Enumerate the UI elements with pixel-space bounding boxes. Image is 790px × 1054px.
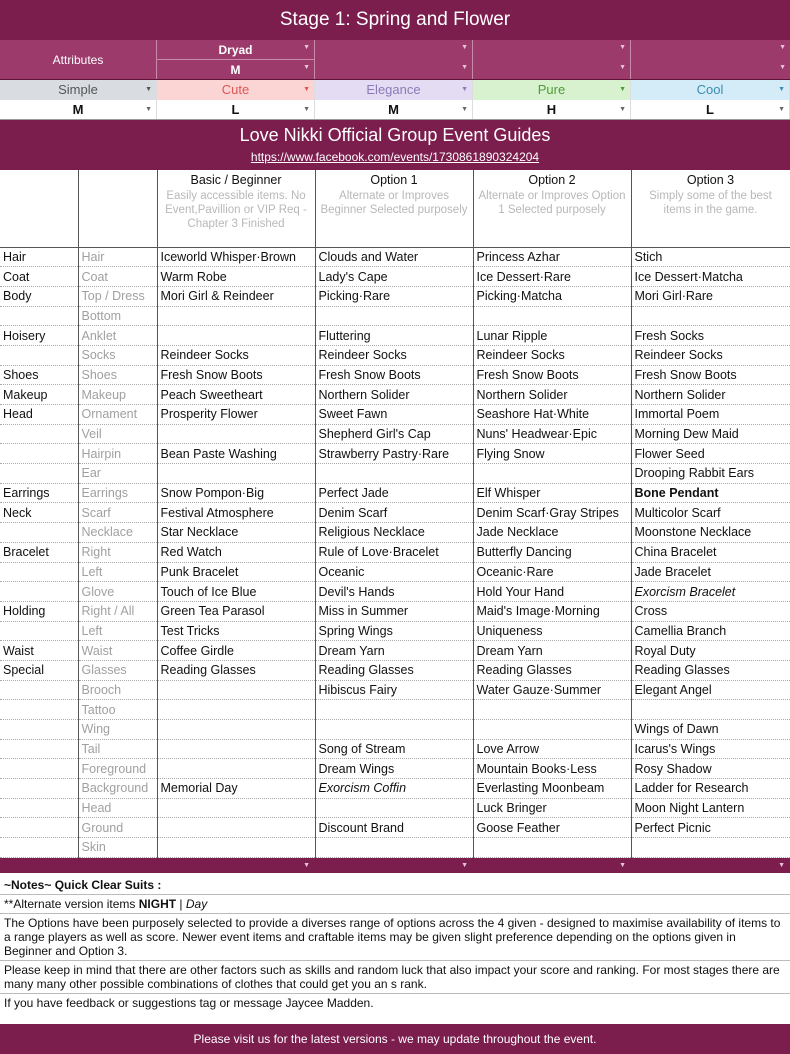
item-cell	[315, 720, 473, 740]
item-cell	[157, 326, 315, 346]
notes-paragraph-3: If you have feedback or suggestions tag or message Jaycee Madden.	[4, 996, 374, 1010]
category-cell	[0, 424, 78, 444]
item-cell: Fluttering	[315, 326, 473, 346]
item-cell: Elf Whisper	[473, 483, 631, 503]
item-cell: Miss in Summer	[315, 601, 473, 621]
slot-cell: Coat	[78, 267, 157, 287]
item-cell: Reading Glasses	[473, 660, 631, 680]
category-cell: Hoisery	[0, 326, 78, 346]
slot-cell: Glasses	[78, 660, 157, 680]
footer-bar-cell	[157, 857, 315, 873]
slot-cell: Background	[78, 779, 157, 799]
dropdown-arrow-icon: ▼	[145, 86, 152, 93]
slot-cell: Top / Dress	[78, 286, 157, 306]
item-cell	[473, 838, 631, 858]
alt-night: NIGHT	[138, 897, 177, 911]
item-cell: Ice Dessert·Rare	[473, 267, 631, 287]
dropdown-arrow-icon: ▼	[303, 64, 310, 71]
item-cell: Red Watch	[157, 542, 315, 562]
attributes-label: Attributes	[0, 40, 157, 79]
dropdown-arrow-icon: ▼	[779, 44, 786, 51]
table-row	[0, 424, 790, 444]
style-label-cool[interactable]: Cool ▼	[631, 80, 790, 100]
item-cell: Jade Necklace	[473, 523, 631, 543]
item-cell	[157, 759, 315, 779]
item-cell: Camellia Branch	[631, 621, 790, 641]
item-cell: Reading Glasses	[631, 660, 790, 680]
slot-cell: Right	[78, 542, 157, 562]
item-cell: Memorial Day	[157, 779, 315, 799]
item-cell: Devil's Hands	[315, 582, 473, 602]
table-row	[0, 405, 790, 425]
footer-banner: Please visit us for the latest versions - we may update throughout the event.	[0, 1024, 790, 1054]
category-cell: Holding	[0, 601, 78, 621]
item-cell: Drooping Rabbit Ears	[631, 464, 790, 484]
empty-dropdown-3[interactable]	[631, 40, 790, 79]
item-cell: Fresh Snow Boots	[473, 365, 631, 385]
table-row	[0, 286, 790, 306]
category-cell	[0, 444, 78, 464]
item-cell: Dream Wings	[315, 759, 473, 779]
item-cell: Test Tricks	[157, 621, 315, 641]
category-cell: Head	[0, 405, 78, 425]
category-cell: Coat	[0, 267, 78, 287]
item-cell: Princess Azhar	[473, 247, 631, 267]
item-cell: Maid's Image·Morning	[473, 601, 631, 621]
dropdown-arrow-icon: ▼	[461, 861, 468, 869]
item-cell	[315, 464, 473, 484]
style-label-cute[interactable]: Cute ▼	[157, 80, 315, 100]
item-cell	[157, 306, 315, 326]
item-cell	[157, 739, 315, 759]
table-row	[0, 720, 790, 740]
item-cell: Snow Pompon·Big	[157, 483, 315, 503]
item-cell: Dream Yarn	[473, 641, 631, 661]
item-cell: Flower Seed	[631, 444, 790, 464]
dropdown-arrow-icon: ▼	[145, 106, 152, 113]
slot-cell: Glove	[78, 582, 157, 602]
item-cell: Dream Yarn	[315, 641, 473, 661]
style-value-elegance[interactable]: M ▼	[315, 100, 473, 119]
item-cell: Ice Dessert·Matcha	[631, 267, 790, 287]
style-scores	[0, 80, 790, 120]
footer-bar-cell	[0, 857, 78, 873]
desc-blank	[0, 189, 78, 247]
item-cell: Discount Brand	[315, 818, 473, 838]
alt-sep: |	[179, 897, 183, 911]
stylist-name: Dryad	[157, 40, 314, 60]
item-cell: Perfect Picnic	[631, 818, 790, 838]
item-cell: Picking·Rare	[315, 286, 473, 306]
footer-bar-cell	[473, 857, 631, 873]
notes-heading: ~Notes~ Quick Clear Suits :	[0, 876, 790, 895]
slot-cell: Earrings	[78, 483, 157, 503]
item-cell: Love Arrow	[473, 739, 631, 759]
item-cell: Northern Solider	[631, 385, 790, 405]
column-header-row	[0, 170, 790, 189]
item-cell: Festival Atmosphere	[157, 503, 315, 523]
item-cell	[473, 720, 631, 740]
stylist-dropdown[interactable]	[157, 40, 315, 79]
item-cell: Exorcism Coffin	[315, 779, 473, 799]
item-cell	[315, 838, 473, 858]
item-cell: Flying Snow	[473, 444, 631, 464]
item-cell: Mountain Books·Less	[473, 759, 631, 779]
item-cell: Picking·Matcha	[473, 286, 631, 306]
header-blank	[0, 170, 78, 189]
table-row	[0, 739, 790, 759]
slot-cell: Ground	[78, 818, 157, 838]
style-value-cool[interactable]: L ▼	[631, 100, 790, 119]
table-row	[0, 444, 790, 464]
item-cell: Luck Bringer	[473, 798, 631, 818]
dropdown-arrow-icon: ▼	[461, 106, 468, 113]
column-header: Basic / Beginner	[157, 170, 315, 189]
dropdown-arrow-icon: ▼	[619, 106, 626, 113]
item-cell: Mori Girl & Reindeer	[157, 286, 315, 306]
slot-cell: Hair	[78, 247, 157, 267]
item-cell: Punk Bracelet	[157, 562, 315, 582]
table-row	[0, 759, 790, 779]
category-cell: Earrings	[0, 483, 78, 503]
table-row	[0, 562, 790, 582]
item-cell: Rosy Shadow	[631, 759, 790, 779]
item-cell: Shepherd Girl's Cap	[315, 424, 473, 444]
item-cell: Peach Sweetheart	[157, 385, 315, 405]
category-cell: Makeup	[0, 385, 78, 405]
header-blank	[78, 170, 157, 189]
empty-dropdown-2[interactable]	[473, 40, 631, 79]
item-cell: Cross	[631, 601, 790, 621]
item-cell: Mori Girl·Rare	[631, 286, 790, 306]
item-cell: Bean Paste Washing	[157, 444, 315, 464]
style-value-cute[interactable]: L ▼	[157, 100, 315, 119]
slot-cell: Waist	[78, 641, 157, 661]
table-row	[0, 798, 790, 818]
table-row	[0, 838, 790, 858]
column-description: Alternate or Improves Option 1 Selected purposely	[473, 189, 631, 247]
footer-bar-cell	[631, 857, 790, 873]
dropdown-arrow-icon: ▼	[619, 86, 626, 93]
slot-cell: Left	[78, 562, 157, 582]
table-row	[0, 601, 790, 621]
category-cell: Bracelet	[0, 542, 78, 562]
slot-cell: Makeup	[78, 385, 157, 405]
category-cell	[0, 759, 78, 779]
slot-cell: Brooch	[78, 680, 157, 700]
item-cell: Reindeer Socks	[157, 345, 315, 365]
category-cell: Waist	[0, 641, 78, 661]
category-cell	[0, 345, 78, 365]
dropdown-arrow-icon: ▼	[303, 861, 310, 869]
category-cell	[0, 306, 78, 326]
item-cell: Reading Glasses	[157, 660, 315, 680]
dropdown-arrow-icon: ▼	[303, 44, 310, 51]
dropdown-arrow-icon: ▼	[778, 861, 785, 869]
item-cell: Fresh Snow Boots	[631, 365, 790, 385]
slot-cell: Wing	[78, 720, 157, 740]
alt-prefix: **Alternate version items	[4, 897, 136, 911]
category-cell: Neck	[0, 503, 78, 523]
table-row	[0, 385, 790, 405]
item-cell	[157, 818, 315, 838]
category-cell	[0, 523, 78, 543]
slot-cell: Skin	[78, 838, 157, 858]
category-cell	[0, 798, 78, 818]
slot-cell: Socks	[78, 345, 157, 365]
item-cell: Perfect Jade	[315, 483, 473, 503]
item-cell: Hibiscus Fairy	[315, 680, 473, 700]
item-cell	[157, 838, 315, 858]
item-cell: Green Tea Parasol	[157, 601, 315, 621]
style-label-simple[interactable]: Simple ▼	[0, 80, 157, 100]
category-cell	[0, 720, 78, 740]
item-cell: Reindeer Socks	[473, 345, 631, 365]
item-cell: Morning Dew Maid	[631, 424, 790, 444]
table-row	[0, 247, 790, 267]
item-cell: Uniqueness	[473, 621, 631, 641]
category-cell	[0, 621, 78, 641]
item-cell	[473, 700, 631, 720]
table-row	[0, 503, 790, 523]
category-cell	[0, 562, 78, 582]
item-cell: Northern Solider	[315, 385, 473, 405]
item-cell: Moonstone Necklace	[631, 523, 790, 543]
item-cell	[157, 464, 315, 484]
category-cell: Special	[0, 660, 78, 680]
column-header: Option 1	[315, 170, 473, 189]
item-cell: Song of Stream	[315, 739, 473, 759]
item-cell: Wings of Dawn	[631, 720, 790, 740]
item-cell: Stich	[631, 247, 790, 267]
item-cell	[157, 798, 315, 818]
item-cell	[473, 306, 631, 326]
item-cell	[315, 798, 473, 818]
slot-cell: Left	[78, 621, 157, 641]
item-cell: Water Gauze·Summer	[473, 680, 631, 700]
column-header: Option 2	[473, 170, 631, 189]
item-cell	[315, 700, 473, 720]
slot-cell: Ear	[78, 464, 157, 484]
table-row	[0, 641, 790, 661]
item-cell: Strawberry Pastry·Rare	[315, 444, 473, 464]
style-label-elegance[interactable]: Elegance ▼	[315, 80, 473, 100]
slot-cell: Tattoo	[78, 700, 157, 720]
dropdown-arrow-icon: ▼	[619, 64, 626, 71]
table-row	[0, 582, 790, 602]
item-cell: Clouds and Water	[315, 247, 473, 267]
item-cell: Iceworld Whisper·Brown	[157, 247, 315, 267]
dropdown-arrow-icon: ▼	[619, 861, 626, 869]
notes-alternate	[0, 895, 790, 914]
dropdown-arrow-icon: ▼	[303, 106, 310, 113]
item-cell: Butterfly Dancing	[473, 542, 631, 562]
item-cell	[473, 464, 631, 484]
item-cell	[157, 720, 315, 740]
category-cell	[0, 739, 78, 759]
category-cell	[0, 464, 78, 484]
item-cell: Everlasting Moonbeam	[473, 779, 631, 799]
table-row	[0, 345, 790, 365]
item-cell: Royal Duty	[631, 641, 790, 661]
table-row	[0, 680, 790, 700]
stage-title: Stage 1: Spring and Flower	[0, 0, 790, 40]
item-cell: Oceanic	[315, 562, 473, 582]
item-cell	[157, 680, 315, 700]
table-row	[0, 326, 790, 346]
slot-cell: Hairpin	[78, 444, 157, 464]
item-cell	[631, 306, 790, 326]
item-cell: Elegant Angel	[631, 680, 790, 700]
guide-title: Love Nikki Official Group Event Guides	[239, 125, 551, 145]
slot-cell: Veil	[78, 424, 157, 444]
table-row	[0, 523, 790, 543]
item-cell: Denim Scarf	[315, 503, 473, 523]
slot-cell: Right / All	[78, 601, 157, 621]
desc-blank	[78, 189, 157, 247]
table-row	[0, 660, 790, 680]
table-row	[0, 365, 790, 385]
item-cell: Ladder for Research	[631, 779, 790, 799]
category-cell	[0, 700, 78, 720]
table-row	[0, 621, 790, 641]
table-row	[0, 464, 790, 484]
slot-cell: Necklace	[78, 523, 157, 543]
item-cell: Multicolor Scarf	[631, 503, 790, 523]
table-row	[0, 542, 790, 562]
category-cell	[0, 582, 78, 602]
column-header: Option 3	[631, 170, 790, 189]
table-row	[0, 700, 790, 720]
category-cell	[0, 680, 78, 700]
slot-cell: Head	[78, 798, 157, 818]
footer-bar-cell	[78, 857, 157, 873]
item-cell	[631, 838, 790, 858]
item-cell: Nuns' Headwear·Epic	[473, 424, 631, 444]
notes-paragraph-1: The Options have been purposely selected to provide a diverses range of options across the 4 given - designed to maximise availability of items to a range players as well as score. Newer event items and craftable items may be given slight preference depending on the options given in Beginner and Option 3.	[0, 914, 790, 961]
table-row	[0, 267, 790, 287]
item-cell: Religious Necklace	[315, 523, 473, 543]
table-row	[0, 306, 790, 326]
dropdown-arrow-icon: ▼	[461, 86, 468, 93]
table-row	[0, 779, 790, 799]
item-cell: Northern Solider	[473, 385, 631, 405]
category-cell: Body	[0, 286, 78, 306]
item-cell: Sweet Fawn	[315, 405, 473, 425]
column-description: Simply some of the best items in the game.	[631, 189, 790, 247]
item-cell: Exorcism Bracelet	[631, 582, 790, 602]
item-cell: Spring Wings	[315, 621, 473, 641]
slot-cell: Scarf	[78, 503, 157, 523]
alt-day: Day	[185, 897, 208, 911]
item-cell: Star Necklace	[157, 523, 315, 543]
item-cell: Immortal Poem	[631, 405, 790, 425]
stylist-value: M	[230, 63, 241, 77]
item-cell: Lunar Ripple	[473, 326, 631, 346]
category-cell: Hair	[0, 247, 78, 267]
guide-url-link[interactable]: https://www.facebook.com/events/1730861890324204	[250, 150, 540, 164]
footer-bar-cell	[315, 857, 473, 873]
dropdown-arrow-icon: ▼	[778, 106, 785, 113]
column-description-row	[0, 189, 790, 247]
dropdown-arrow-icon: ▼	[619, 44, 626, 51]
guide-banner	[0, 120, 790, 170]
notes-section	[0, 876, 790, 1012]
item-cell: Bone Pendant	[631, 483, 790, 503]
item-cell	[157, 424, 315, 444]
item-cell: Fresh Snow Boots	[315, 365, 473, 385]
dropdown-arrow-icon: ▼	[303, 86, 310, 93]
item-cell: Coffee Girdle	[157, 641, 315, 661]
category-cell	[0, 779, 78, 799]
slot-cell: Shoes	[78, 365, 157, 385]
item-cell: Denim Scarf·Gray Stripes	[473, 503, 631, 523]
item-cell: Moon Night Lantern	[631, 798, 790, 818]
item-cell: Reindeer Socks	[631, 345, 790, 365]
category-cell	[0, 818, 78, 838]
dropdown-arrow-icon: ▼	[461, 64, 468, 71]
item-cell: Touch of Ice Blue	[157, 582, 315, 602]
item-cell: Lady's Cape	[315, 267, 473, 287]
item-cell: China Bracelet	[631, 542, 790, 562]
item-cell: Prosperity Flower	[157, 405, 315, 425]
category-cell	[0, 838, 78, 858]
style-value-pure[interactable]: H ▼	[473, 100, 631, 119]
dropdown-arrow-icon: ▼	[778, 86, 785, 93]
outfit-table	[0, 170, 790, 873]
item-cell: Jade Bracelet	[631, 562, 790, 582]
item-cell: Seashore Hat·White	[473, 405, 631, 425]
item-cell: Fresh Socks	[631, 326, 790, 346]
attributes-row	[0, 40, 790, 80]
item-cell: Reindeer Socks	[315, 345, 473, 365]
style-label-pure[interactable]: Pure ▼	[473, 80, 631, 100]
item-cell: Reading Glasses	[315, 660, 473, 680]
table-row	[0, 483, 790, 503]
column-description: Easily accessible items. No Event,Pavillion or VIP Req - Chapter 3 Finished	[157, 189, 315, 247]
item-cell: Goose Feather	[473, 818, 631, 838]
slot-cell: Ornament	[78, 405, 157, 425]
item-cell: Warm Robe	[157, 267, 315, 287]
notes-paragraph-2: Please keep in mind that there are other factors such as skills and random luck that also impact your score and ranking. For most stages there are many many other possible combinations of clothes that could get you an s rank.	[0, 961, 790, 994]
item-cell: Fresh Snow Boots	[157, 365, 315, 385]
item-cell: Icarus's Wings	[631, 739, 790, 759]
item-cell	[631, 700, 790, 720]
column-description: Alternate or Improves Beginner Selected purposely	[315, 189, 473, 247]
empty-dropdown-1[interactable]	[315, 40, 473, 79]
item-cell: Oceanic·Rare	[473, 562, 631, 582]
style-value-simple[interactable]: M ▼	[0, 100, 157, 119]
item-cell	[157, 700, 315, 720]
item-cell: Rule of Love·Bracelet	[315, 542, 473, 562]
slot-cell: Anklet	[78, 326, 157, 346]
slot-cell: Bottom	[78, 306, 157, 326]
table-footer-bar	[0, 857, 790, 873]
slot-cell: Tail	[78, 739, 157, 759]
dropdown-arrow-icon: ▼	[461, 44, 468, 51]
slot-cell: Foreground	[78, 759, 157, 779]
item-cell	[315, 306, 473, 326]
item-cell: Hold Your Hand	[473, 582, 631, 602]
table-row	[0, 818, 790, 838]
category-cell: Shoes	[0, 365, 78, 385]
dropdown-arrow-icon: ▼	[779, 64, 786, 71]
